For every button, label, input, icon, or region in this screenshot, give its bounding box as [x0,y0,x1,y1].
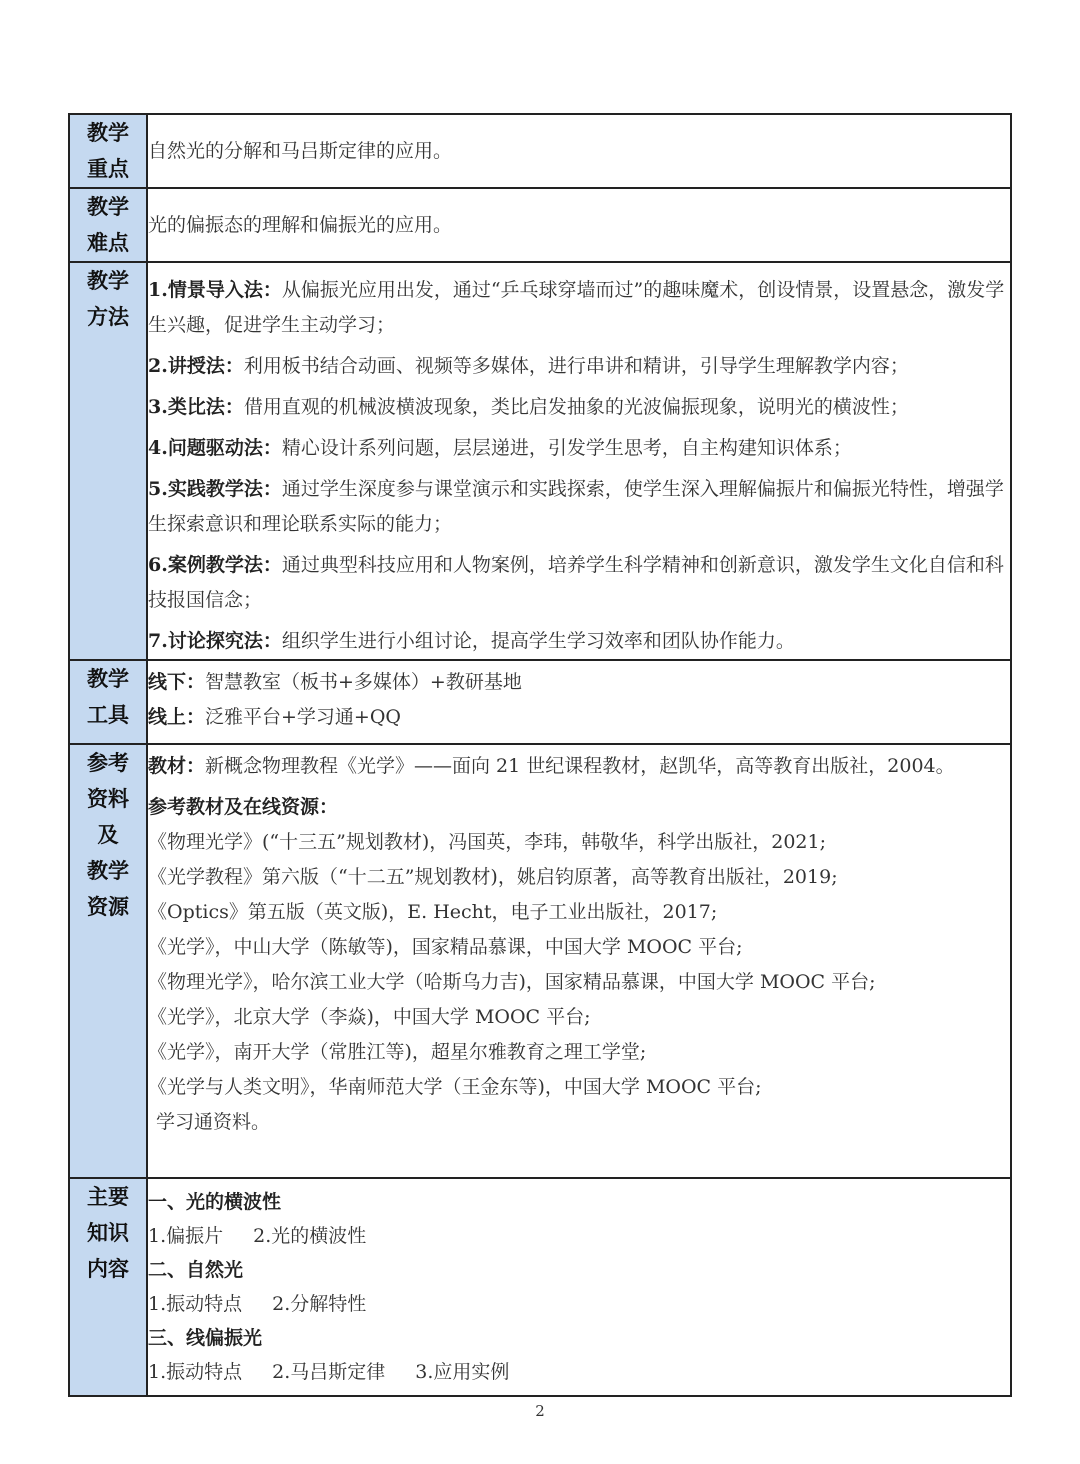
method-text: 通过典型科技应用和人物案例，培养学生科学精神和创新意识，激发学生文化自信和科技报国信念； [148,554,1004,611]
method-head: 7.讨论探究法： [148,630,282,652]
label-line: 重点 [87,156,129,181]
row-teaching-methods [69,262,1011,660]
method-text: 从偏振光应用出发，通过“乒乓球穿墙而过”的趣味魔术，创设情景，设置悬念，激发学生兴趣，促进学生主动学习； [148,279,1005,336]
label-line: 教学 [87,120,129,145]
label-line: 教学 [87,268,129,293]
textbook-text: 新概念物理教程《光学》——面向 21 世纪课程教材，赵凯华，高等教育出版社，2004。 [205,755,955,777]
label-line: 主要 [87,1184,129,1209]
label-teaching-methods [69,262,147,660]
method-item [148,548,1010,618]
knowledge-points [148,1219,1010,1253]
lesson-plan-sheet [68,113,1012,1397]
method-text: 借用直观的机械波横波现象，类比启发抽象的光波偏振现象，说明光的横波性； [243,396,909,418]
label-line: 资料 [87,786,129,811]
teaching-focus-text: 自然光的分解和马吕斯定律的应用。 [148,139,453,162]
content-teaching-methods [147,262,1011,660]
label-teaching-focus [69,114,147,188]
method-text: 通过学生深度参与课堂演示和实践探索，使学生深入理解偏振片和偏振光特性，增强学生探索意识和理论联系实际的能力； [148,478,1004,535]
knowledge-point: 3.应用实例 [415,1361,510,1383]
ref-item: 《物理光学》，哈尔滨工业大学（哈斯乌力吉)，国家精品慕课，中国大学 MOOC 平台; [148,971,876,993]
row-teaching-difficulty [69,188,1011,262]
knowledge-section-title: 二、自然光 [148,1259,244,1281]
method-head: 5.实践教学法： [148,478,282,500]
knowledge-point: 1.偏振片 [148,1225,224,1247]
tool-text: 智慧教室（板书+多媒体）+教研基地 [205,671,522,693]
knowledge-section-title: 三、线偏振光 [148,1327,263,1349]
tool-item [148,665,1010,700]
tool-head: 线上： [148,706,206,728]
refs-heading: 参考教材及在线资源： [148,796,339,818]
knowledge-point: 1.振动特点 [148,1361,243,1383]
label-line: 教学 [87,666,129,691]
tool-head: 线下： [148,671,206,693]
label-teaching-tools [69,660,147,744]
ref-item: 《光学》，北京大学（李焱)，中国大学 MOOC 平台; [148,1006,591,1028]
ref-item: 《光学》，南开大学（常胜江等)，超星尔雅教育之理工学堂; [148,1041,647,1063]
method-head: 6.案例教学法： [148,554,282,576]
label-line: 内容 [87,1256,129,1281]
method-item [148,273,1010,343]
knowledge-points [148,1355,1010,1389]
ref-item: 《Optics》第五版（英文版)，E. Hecht，电子工业出版社，2017; [148,901,718,923]
method-text: 利用板书结合动画、视频等多媒体，进行串讲和精讲，引导学生理解教学内容； [243,355,909,377]
label-references [69,744,147,1178]
method-head: 3.类比法： [148,396,244,418]
row-references [69,744,1011,1178]
content-references [147,744,1011,1178]
label-line: 资源 [87,894,129,919]
label-line: 及 [97,822,119,847]
content-main-knowledge [147,1178,1011,1396]
knowledge-point: 2.光的横波性 [253,1225,367,1247]
ref-item: 学习通资料。 [156,1111,271,1133]
ref-item: 《光学》，中山大学（陈敏等)，国家精品慕课，中国大学 MOOC 平台; [148,936,743,958]
method-text: 组织学生进行小组讨论，提高学生学习效率和团队协作能力。 [281,630,795,652]
method-item [148,431,1010,466]
method-item [148,349,1010,384]
knowledge-points [148,1287,1010,1321]
method-item [148,390,1010,425]
content-teaching-tools [147,660,1011,744]
label-line: 工具 [87,702,129,727]
method-text: 精心设计系列问题，层层递进，引发学生思考，自主构建知识体系； [281,437,852,459]
method-head: 2.讲授法： [148,355,244,377]
knowledge-point: 2.马吕斯定律 [272,1361,386,1383]
method-item [148,624,1010,659]
method-item [148,472,1010,542]
method-head: 4.问题驱动法： [148,437,282,459]
ref-item: 《光学与人类文明》，华南师范大学（王金东等)，中国大学 MOOC 平台; [148,1076,762,1098]
teaching-difficulty-text: 光的偏振态的理解和偏振光的应用。 [148,213,453,236]
label-teaching-difficulty [69,188,147,262]
knowledge-point: 1.振动特点 [148,1293,243,1315]
content-teaching-difficulty [147,188,1011,262]
ref-item: 《物理光学》(“十三五”规划教材)，冯国英，李玮，韩敬华，科学出版社，2021; [148,831,827,853]
label-line: 知识 [87,1220,129,1245]
textbook-head: 教材： [148,755,206,777]
label-main-knowledge [69,1178,147,1396]
row-main-knowledge [69,1178,1011,1396]
knowledge-point: 2.分解特性 [272,1293,367,1315]
ref-item: 《光学教程》第六版（“十二五”规划教材)，姚启钧原著，高等教育出版社，2019; [148,866,838,888]
row-teaching-tools [69,660,1011,744]
tool-text: 泛雅平台+学习通+QQ [205,706,402,728]
content-teaching-focus [147,114,1011,188]
tool-item [148,700,1010,735]
row-teaching-focus [69,114,1011,188]
lesson-plan-table [68,113,1012,1397]
knowledge-section-title: 一、光的横波性 [148,1191,282,1213]
label-line: 参考 [87,750,129,775]
label-line: 难点 [87,230,129,255]
label-line: 方法 [87,304,129,329]
label-line: 教学 [87,858,129,883]
method-head: 1.情景导入法： [148,279,282,301]
textbook [148,749,1010,784]
page-number: 2 [535,1402,545,1420]
label-line: 教学 [87,194,129,219]
